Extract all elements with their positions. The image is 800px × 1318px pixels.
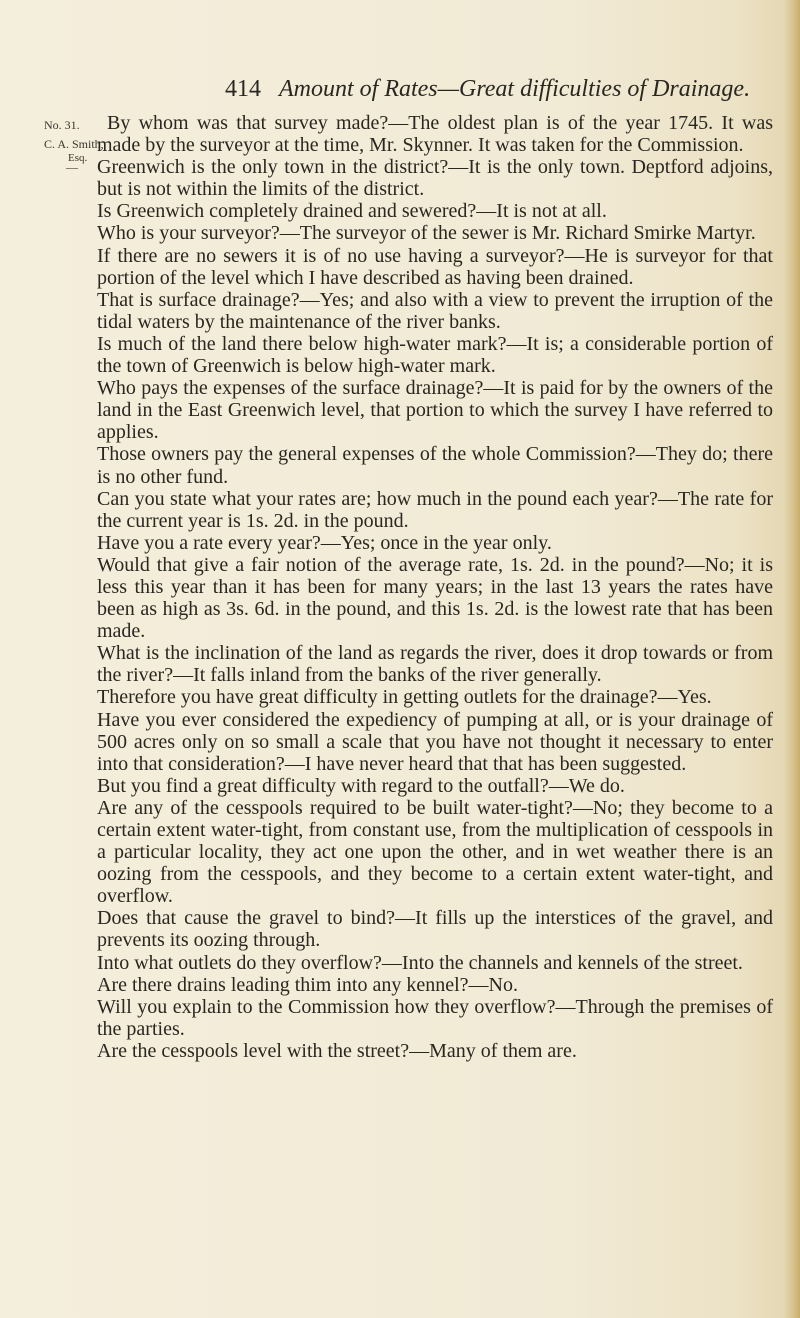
paragraph: Will you explain to the Commission how they overflow?—Through the premises of the parties.: [97, 995, 773, 1040]
paragraph: Into what outlets do they overflow?—Into the channels and kennels of the street.: [97, 951, 743, 974]
witness-dash: —: [66, 160, 78, 174]
paragraph: What is the inclination of the land as regards the river, does it drop towards or from the river?—It falls inland from the banks of the river generally.: [97, 642, 773, 687]
paragraph: Does that cause the gravel to bind?—It fills up the interstices of the gravel, and prevents its oozing through.: [97, 907, 773, 952]
paragraph: Are there drains leading thim into any kennel?—No.: [97, 973, 518, 996]
running-title: Amount of Rates—Great difficulties of Drainage.: [279, 76, 751, 102]
paragraph: Is Greenwich completely drained and sewered?—It is not at all.: [97, 200, 607, 223]
paragraph: Greenwich is the only town in the district?—It is the only town. Deptford adjoins, but is not within the limits of the district.: [97, 156, 773, 201]
paragraph: Can you state what your rates are; how much in the pound each year?—The rate for the current year is 1s. 2d. in the pound.: [97, 487, 773, 532]
paragraph: Is much of the land there below high-water mark?—It is; a considerable portion of the town of Greenwich is below high-water mark.: [97, 332, 773, 378]
paragraph: Who pays the expenses of the surface drainage?—It is paid for by the owners of the land in the East Greenwich level, that portion to which the survey I have referred to applies.: [97, 377, 773, 444]
testimony-text: [97, 112, 773, 1062]
page-number: 414: [225, 76, 261, 102]
margin-note: [44, 116, 104, 174]
page-edge-shadow: [784, 0, 800, 1318]
paragraph: But you find a great difficulty with regard to the outfall?—We do.: [97, 774, 625, 797]
running-header: [225, 76, 785, 103]
witness-number: No. 31.: [44, 118, 80, 132]
paragraph: If there are no sewers it is of no use having a surveyor?—He is surveyor for that portion of the level which I have described as having been drained.: [97, 244, 773, 289]
paragraph: Those owners pay the general expenses of the whole Commission?—They do; there is no other fund.: [97, 443, 773, 488]
paragraph: Are any of the cesspools required to be built water-tight?—No; they become to a certain extent water-tight, from constant use, from the multiplication of cesspools in a particular locality, they act one upon the other, and in wet weather there is an oozing from the cesspools, and they become to a certain extent water-tight, and overflow.: [97, 796, 773, 908]
paragraph: That is surface drainage?—Yes; and also with a view to prevent the irruption of the tidal waters by the maintenance of the river banks.: [97, 288, 773, 333]
paragraph: Are the cesspools level with the street?—Many of them are.: [97, 1039, 577, 1062]
paragraph: Would that give a fair notion of the average rate, 1s. 2d. in the pound?—No; it is less this year than it has been for many years; in the last 13 years the rates have been as high as 3s. 6d. in the pound, and this 1s. 2d. is the lowest rate that has been made.: [97, 553, 773, 643]
paragraph: Have you ever considered the expediency of pumping at all, or is your drainage of 500 acres only on so small a scale that you have not thought it necessary to enter into that consideration?—I have never heard that that has been suggested.: [97, 708, 773, 775]
paragraph: Who is your surveyor?—The surveyor of the sewer is Mr. Richard Smirke Martyr.: [97, 222, 756, 245]
paragraph: Have you a rate every year?—Yes; once in the year only.: [97, 531, 552, 554]
paragraph: Therefore you have great difficulty in getting outlets for the drainage?—Yes.: [97, 686, 712, 709]
witness-name: C. A. Smith,: [44, 137, 104, 151]
witness-suffix: Esq.: [68, 152, 88, 164]
paragraph: By whom was that survey made?—The oldest plan is of the year 1745. It was made by the surveyor at the time, Mr. Skynner. It was taken for the Commission.: [97, 112, 773, 157]
